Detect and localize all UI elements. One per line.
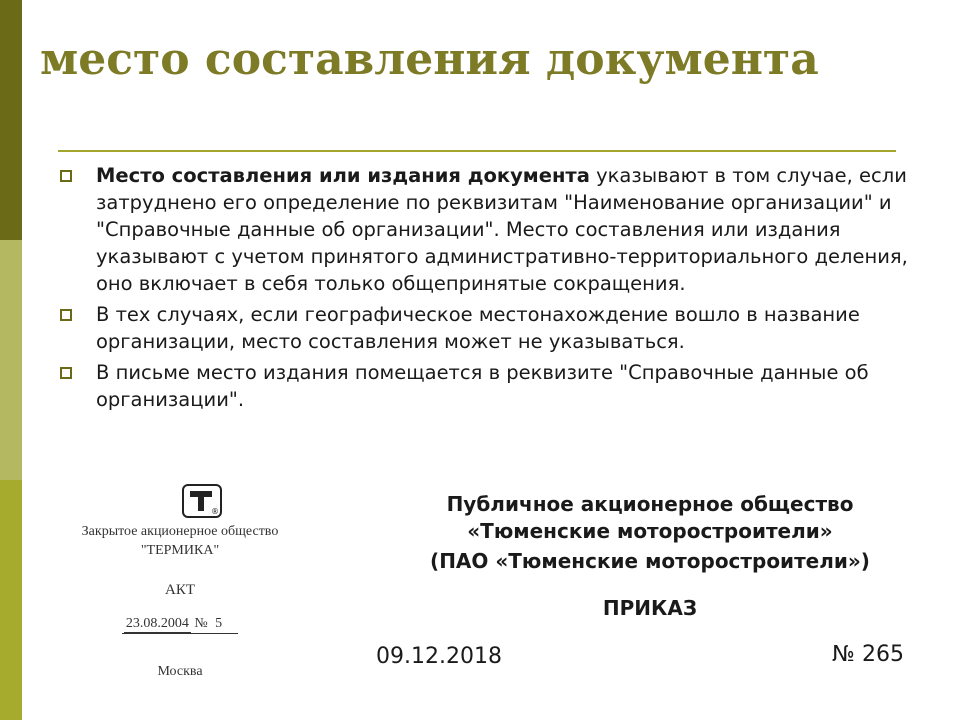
- order-date: 09.12.2018: [376, 644, 502, 669]
- bullet-1-bold: Место составления или издания документа: [96, 164, 590, 187]
- order-document-type: ПРИКАЗ: [602, 596, 698, 620]
- square-bullet-icon: [60, 367, 72, 379]
- bullet-3-text: В письме место издания помещается в реквизите "Справочные данные об организации".: [96, 361, 869, 411]
- sidebar-stripe-top: [0, 0, 22, 240]
- example-order-header: [360, 488, 940, 708]
- title-divider: [58, 150, 896, 152]
- akt-org-line-2: "ТЕРМИКА": [140, 543, 220, 558]
- akt-document-type: АКТ: [165, 582, 195, 598]
- square-bullet-icon: [60, 309, 72, 321]
- example-akt-header: [60, 478, 360, 708]
- akt-org-line-1: Закрытое акционерное общество: [81, 524, 279, 539]
- akt-number-sign: №: [194, 616, 208, 631]
- square-bullet-icon: [60, 170, 72, 182]
- akt-date: 23.08.2004: [125, 616, 189, 631]
- bullet-2-text: В тех случаях, если географическое местонахождение вошло в название организации, место составления может не указываться.: [96, 303, 860, 353]
- akt-date-number: [60, 616, 300, 634]
- bullet-list: [60, 162, 910, 417]
- akt-number: 5: [215, 616, 223, 631]
- bullet-item-1: [60, 162, 910, 297]
- akt-city: Москва: [157, 664, 203, 679]
- order-org-line-1: Публичное акционерное общество: [446, 492, 854, 516]
- sidebar-stripe-bottom: [0, 480, 22, 720]
- bullet-item-2: [60, 301, 910, 355]
- termika-logo-icon: ®: [182, 484, 222, 518]
- sidebar-stripe: [0, 0, 22, 720]
- order-org-line-3: (ПАО «Тюменские моторостроители»): [430, 549, 870, 573]
- akt-organization: [60, 522, 300, 560]
- order-org-line-2: «Тюменские моторостроители»: [467, 519, 833, 543]
- bullet-item-3: [60, 359, 910, 413]
- bullet-1-text: указывают в том случае, если затруднено его определение по реквизитам "Наименование организации" и "Справочные данные об организации". Место составления или издания указывают с учетом принятого административно-территориального деления, оно включает в себя только общепринятые сокращения.: [96, 164, 908, 295]
- sidebar-stripe-middle: [0, 240, 22, 480]
- slide-title: место составления документа: [40, 34, 819, 85]
- order-number: № 265: [832, 642, 904, 667]
